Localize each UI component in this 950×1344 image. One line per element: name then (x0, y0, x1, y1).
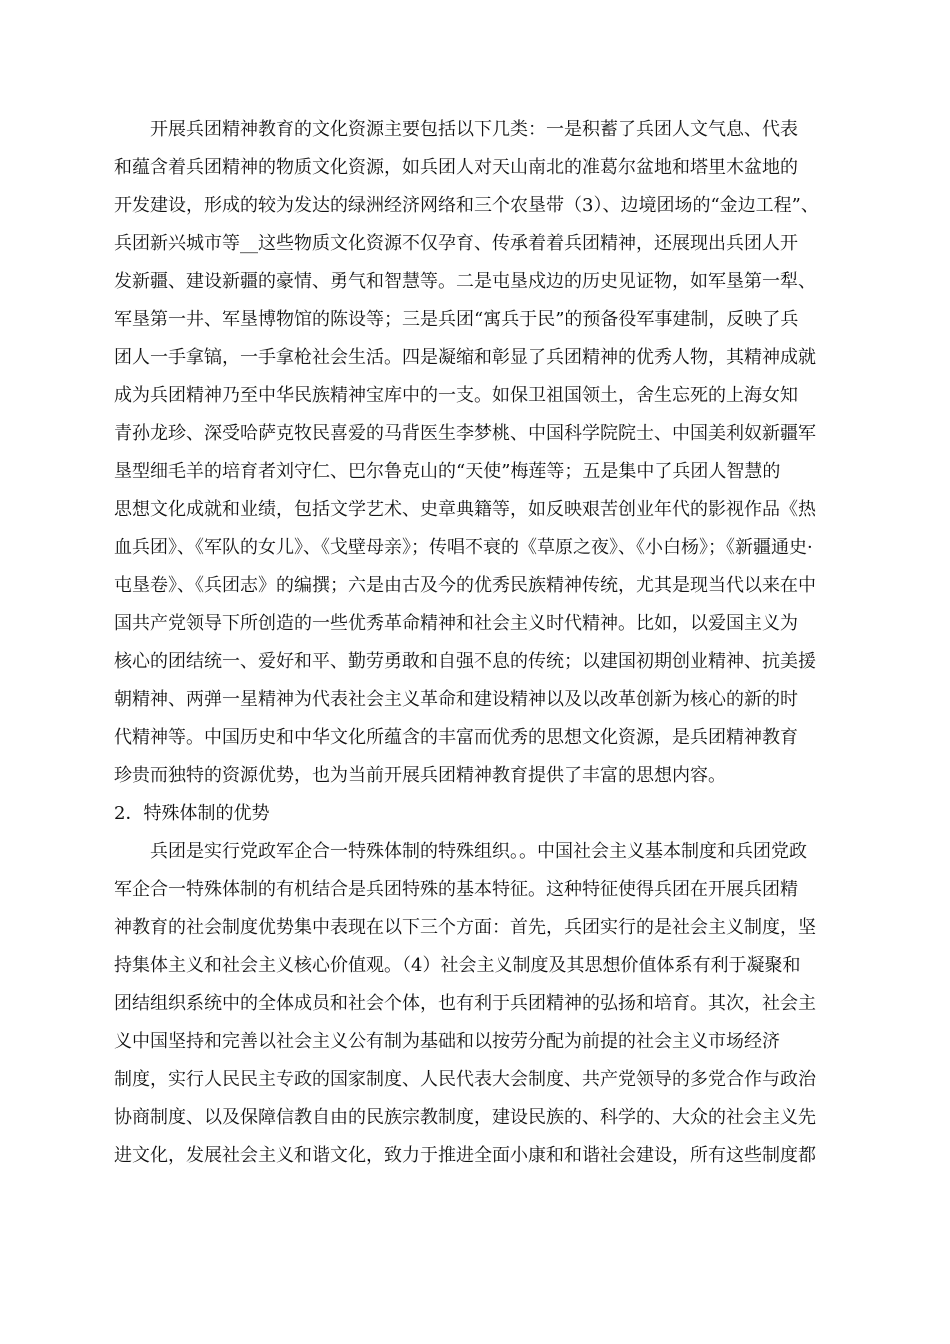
paragraph-1-line-16: 朝精神、两弹一星精神为代表社会主义革命和建设精神以及以改革创新为核心的新的时 (114, 689, 798, 710)
paragraph-1-line-3: 开发建设，形成的较为发达的绿洲经济网络和三个农垦带（3）、边境团场的“金边工程”、 (114, 195, 819, 216)
paragraph-2-line-6: 义中国坚持和完善以社会主义公有制为基础和以按劳分配为前提的社会主义市场经济 (114, 1031, 780, 1052)
paragraph-2-line-8: 协商制度、以及保障信教自由的民族宗教制度，建设民族的、科学的、大众的社会主义先 (114, 1107, 816, 1128)
paragraph-2-line-2: 军企合一特殊体制的有机结合是兵团特殊的基本特征。这种特征使得兵团在开展兵团精 (114, 879, 798, 900)
section-heading: 2．特殊体制的优势 (114, 803, 270, 824)
paragraph-2-line-1: 兵团是实行党政军企合一特殊体制的特殊组织。。中国社会主义基本制度和兵团党政 (150, 841, 807, 862)
paragraph-1-line-5: 发新疆、建设新疆的豪情、勇气和智慧等。二是屯垦戍边的历史见证物，如军垦第一犁、 (114, 271, 816, 292)
paragraph-2-line-3: 神教育的社会制度优势集中表现在以下三个方面：首先，兵团实行的是社会主义制度，坚 (114, 917, 816, 938)
paragraph-1-line-8: 成为兵团精神乃至中华民族精神宝库中的一支。如保卫祖国领土，舍生忘死的上海女知 (114, 385, 798, 406)
paragraph-2-line-4: 持集体主义和社会主义核心价值观。（4）社会主义制度及其思想价值体系有利于凝聚和 (114, 955, 801, 976)
paragraph-1-line-14: 国共产党领导下所创造的一些优秀革命精神和社会主义时代精神。比如，以爱国主义为 (114, 613, 798, 634)
paragraph-1-line-6: 军垦第一井、军垦博物馆的陈设等；三是兵团“寓兵于民”的预备役军事建制，反映了兵 (114, 309, 799, 330)
paragraph-1-line-15: 核心的团结统一、爱好和平、勤劳勇敢和自强不息的传统；以建国初期创业精神、抗美援 (114, 651, 816, 672)
paragraph-1-line-12: 血兵团》、《军队的女儿》、《戈壁母亲》；传唱不衰的《草原之夜》、《小白杨》；《新疆通史· (114, 537, 813, 558)
paragraph-1-line-1: 开展兵团精神教育的文化资源主要包括以下几类：一是积蓄了兵团人文气息、代表 (150, 119, 798, 140)
paragraph-1-line-10: 垦型细毛羊的培育者刘守仁、巴尔鲁克山的“天使”梅莲等；五是集中了兵团人智慧的 (114, 461, 781, 482)
paragraph-1-line-2: 和蕴含着兵团精神的物质文化资源，如兵团人对天山南北的准葛尔盆地和塔里木盆地的 (114, 157, 798, 178)
paragraph-2-line-5: 团结组织系统中的全体成员和社会个体，也有利于兵团精神的弘扬和培育。其次，社会主 (114, 993, 816, 1014)
paragraph-1-line-7: 团人一手拿镐，一手拿枪社会生活。四是凝缩和彰显了兵团精神的优秀人物，其精神成就 (114, 347, 816, 368)
paragraph-1-line-11: 思想文化成就和业绩，包括文学艺术、史章典籍等，如反映艰苦创业年代的影视作品《热 (114, 499, 816, 520)
paragraph-1-line-18: 珍贵而独特的资源优势，也为当前开展兵团精神教育提供了丰富的思想内容。 (114, 765, 726, 786)
paragraph-1-line-17: 代精神等。中国历史和中华文化所蕴含的丰富而优秀的思想文化资源，是兵团精神教育 (114, 727, 798, 748)
paragraph-1-line-13: 屯垦卷》、《兵团志》的编撰；六是由古及今的优秀民族精神传统，尤其是现当代以来在中 (114, 575, 816, 596)
paragraph-1-line-9: 青孙龙珍、深受哈萨克牧民喜爱的马背医生李梦桃、中国科学院院士、中国美利奴新疆军 (114, 423, 816, 444)
paragraph-2-line-7: 制度，实行人民民主专政的国家制度、人民代表大会制度、共产党领导的多党合作与政治 (114, 1069, 816, 1090)
paragraph-2-line-9: 进文化，发展社会主义和谐文化，致力于推进全面小康和和谐社会建设，所有这些制度都 (114, 1145, 816, 1166)
paragraph-1-line-4: 兵团新兴城市等__这些物质文化资源不仅孕育、传承着着兵团精神，还展现出兵团人开 (114, 233, 798, 254)
